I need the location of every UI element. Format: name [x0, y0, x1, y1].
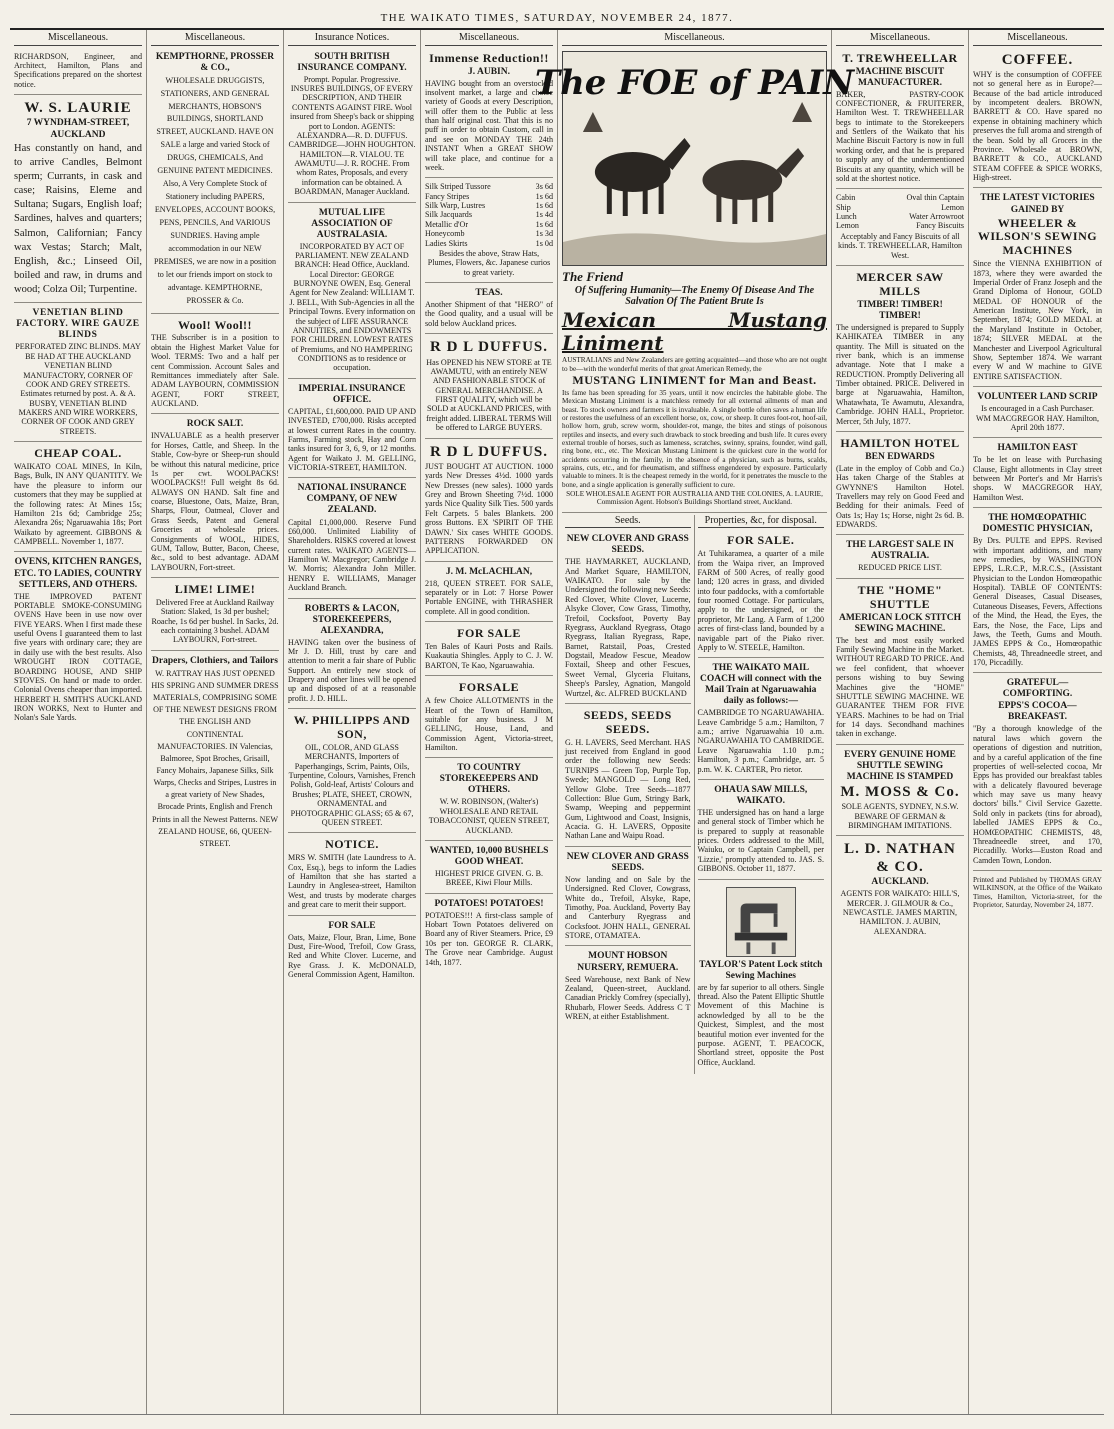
column-heading: Miscellaneous. — [836, 32, 964, 46]
ad-title: W. PHILLIPPS AND SON, — [293, 713, 411, 742]
ad-title: Immense Reduction!! — [429, 50, 549, 65]
seeds-column — [562, 515, 695, 1074]
ad-body: RICHARDSON, Engineer, and Architect, Hamilton, Plans and Specifications prepared on the shortest notice. — [14, 51, 142, 89]
ad-title: TAYLOR'S Patent Lock stitch Sewing Machines — [699, 959, 823, 981]
advertisement — [836, 191, 964, 266]
price-item: Lunch — [836, 212, 857, 222]
price-row — [425, 229, 553, 238]
ad-headline: The FOE of PAIN — [534, 62, 855, 103]
advertisement — [151, 653, 279, 855]
ad-tagline: Of Suffering Humanity—The Enemy Of Disease And The Salvation Of The Patient Brute Is — [574, 284, 815, 308]
ad-subtitle: EPPS'S COCOA—BREAKFAST. — [998, 701, 1077, 723]
ad-body: SOLE AGENTS, SYDNEY, N.S.W. BEWARE OF GERMAN & BIRMINGHAM IMITATIONS. — [841, 802, 959, 830]
ad-title: R D L DUFFUS. — [429, 443, 548, 460]
advertisement — [425, 49, 553, 179]
masthead: THE WAIKATO TIMES, SATURDAY, NOVEMBER 24, 1877. — [10, 8, 1104, 30]
price-value: Lemon — [941, 202, 964, 212]
ad-title: SEEDS, SEEDS SEEDS. — [583, 707, 672, 736]
ad-title: NATIONAL INSURANCE COMPANY, OF NEW ZEALAND. — [297, 483, 407, 516]
price-item: Lemon — [836, 221, 859, 231]
ad-title: MERCER SAW MILLS — [856, 269, 944, 298]
ad-title: TO COUNTRY STOREKEEPERS AND OTHERS. — [439, 763, 539, 796]
ad-body: HIGHEST PRICE GIVEN. G. B. BREEE, Kiwi Flour Mills. — [435, 868, 543, 888]
advertisement — [836, 581, 964, 745]
column-heading: Seeds. — [565, 515, 691, 529]
price-row — [836, 212, 964, 221]
price-value: Oval thin Captain — [906, 193, 964, 203]
ad-subtitle: WHEELER & WILSON'S SEWING MACHINES — [977, 215, 1098, 258]
ad-title: THE HOMŒOPATHIC DOMESTIC PHYSICIAN, — [982, 513, 1093, 535]
ad-subtitle: MACHINE BISCUIT MANUFACTURER. — [855, 66, 945, 88]
ad-body: Delivered Free at Auckland Railway Station: Slaked, 1s 3d per bushel; Roache, 1s 6d per bushel. In Sacks, 2d. each containing 3 bushel. ADAM LAYBOURN, Fort-street. — [151, 597, 279, 645]
ad-title: T. TREWHEELLAR — [842, 50, 958, 65]
price-item: Metallic d'Or — [425, 219, 469, 229]
price-item: Silk Jacquards — [425, 210, 472, 220]
advertisement — [14, 444, 142, 552]
price-item: Honeycomb — [425, 229, 465, 239]
ad-body: Capital £1,000,000. Reserve Fund £60,000. Unlimited Liability of Shareholders. RISKS covered at lowest current rates. WAIKATO AGENTS— Hamilton W. Macgregor; Cambridge J. W. Morris; Alexandra John Miller. HENRY E. WILLIAMS, Manager Auckland Branch. — [288, 517, 416, 593]
ad-title: W. S. LAURIE — [24, 100, 132, 117]
ad-lead: AUSTRALIANS and New Zealanders are getting acquainted—and those who are not ought to be—with the wonderful merits of that great American Remedy, the — [562, 356, 827, 373]
ad-title: GRATEFUL—COMFORTING. — [1002, 678, 1073, 700]
price-item: Ship — [836, 202, 851, 212]
advertisement — [973, 510, 1102, 673]
ad-title: TEAS. — [475, 288, 503, 299]
price-item: Silk Warp, Lustres — [425, 201, 486, 211]
price-value: 1s 6d — [535, 201, 553, 211]
price-row — [425, 220, 553, 229]
ad-title: THE LATEST VICTORIES GAINED BY — [980, 193, 1095, 215]
ad-body: Another Shipment of that "HERO" of the Good quality, and a usual will be sold below Auckland prices. — [425, 300, 553, 328]
column-8 — [969, 30, 1106, 1414]
price-value: 1s 6d — [535, 219, 553, 229]
advertisement — [565, 706, 691, 847]
ad-body: REDUCED PRICE LIST. — [858, 563, 942, 573]
advertisement — [14, 49, 142, 96]
advertisement — [973, 389, 1102, 438]
ad-body: Has OPENED his NEW STORE at TE AWAMUTU, with an entirely NEW AND FASHIONABLE STOCK of GENERAL MERCHANDISE. A FIRST QUALITY, which will be SOLD at AUCKLAND PRICES, with freight added. LIBERAL TERMS Will be offered to LARGE BUYERS. — [426, 357, 552, 433]
ad-title: NEW CLOVER AND GRASS SEEDS. — [566, 851, 689, 873]
price-item: Ladies Skirts — [425, 238, 468, 248]
column-heading: Miscellaneous. — [562, 32, 827, 46]
price-value: 3s 6d — [535, 182, 553, 192]
ad-title: FOR SALE — [328, 920, 376, 931]
advertisement — [425, 678, 553, 758]
price-row — [425, 239, 553, 248]
column-heading: Miscellaneous. — [151, 32, 279, 46]
advertisement — [425, 896, 553, 972]
newspaper-columns — [10, 30, 1104, 1415]
ad-title: R D L DUFFUS. — [429, 339, 548, 356]
price-row — [836, 221, 964, 230]
ad-body: A few Choice ALLOTMENTS in the Heart of the Town of Hamilton, suitable for any business. J M GELLING, House, Land, and Commission Agent, Victoria-street, Hamilton. — [425, 696, 553, 753]
ad-tagline-heading: The Friend — [562, 268, 624, 284]
ad-body: The best and most easily worked Family Sewing Machine in the Market. WITHOUT REGARD TO PRICE. And we feel confident, that whoever persons wishing to buy Sewing Machines give the "HOME" SHUTTLE SEWING MACHINE. WE GUARANTEE THEM FOR FIVE YEARS. Machines to be had on Trial for 14 days. Secondhand machines taken in exchange. — [836, 635, 964, 739]
advertisement — [973, 675, 1102, 871]
ad-product-line: MUSTANG LINIMENT for Man and Beast. — [572, 372, 817, 387]
advertisement — [151, 416, 279, 578]
advertisement — [14, 305, 142, 442]
ad-title: NEW CLOVER AND GRASS SEEDS. — [566, 534, 689, 556]
advertisement — [836, 434, 964, 536]
advertisement — [565, 531, 691, 704]
advertisement — [14, 97, 142, 303]
advertisement — [425, 180, 553, 283]
advertisement — [565, 948, 691, 1026]
advertisement — [425, 624, 553, 676]
price-row — [425, 210, 553, 219]
ad-body: WHOLESALE DRUGGISTS, STATIONERS, AND GENERAL MERCHANTS, HOBSON'S BUILDINGS, SHORTLAND STREET, AUCKLAND. HAVE ON SALE a large and varied Stock of DRUGS, CHEMICALS, And GENUINE PATENT MEDICINES. Also, A Very Complete Stock of Stationery including PAPERS, ENVELOPES, ACCOUNT BOOKS, PENS, PENCILS, And VARIOUS SUNDRIES. Having ample accommodation in our NEW PREMISES, we are now in a position to let our friends import on stock to advantage. KEMPTHORNE, PROSSER & Co. — [153, 75, 277, 305]
ad-body: G. H. LAVERS, Seed Merchant. HAS just received from England in good order the following new Seeds: TURNIPS — Green Top, Purple Top, Swede; MANGOLD — Long Red, Yellow Globe. Tree Seeds—1877 Collection: Blue Gum, Stringy Bark, Swamp, Weeping and peppermint Gum, Lightwood and Coast, Insignis, Acacia. G. H. LAVERS, Opposite Nathan Lane and Waipu Road. — [565, 737, 691, 841]
ad-body: At Tuhikaramea, a quarter of a mile from the Waipa river, an Improved FARM of 500 Acres, of really good land; 120 acres in grass, and divided into four paddocks, with a comfortable four roomed Cottage. For particulars, apply to the undersigned, or the proprietor, Mr Lang. A Farm of 1,200 acres of first-class land, bounded by a navigable part of the Piako river. Apply to W. STEELE, Hamilton. — [697, 549, 824, 652]
ad-subtitle: AMERICAN LOCK STITCH SEWING MACHINE. — [839, 612, 961, 634]
ad-body: THE HAYMARKET, AUCKLAND, And Market Square, HAMILTON, WAIKATO. For sale by the Undersigned the following new Seeds: Red Clover, White Clover, Lucerne, Alsyke Clover, Cow Grass, Timothy, Trefoil, Cocksfoot, Poverty Bay Ryegrass, Auckland Ryegrass, Otago Ryegrass, Italian Ryegrass, Rape, Barnet, Ratstail, Poas, Crested Dogstail, Meadow Fescue, Meadow Foxtail, Sheep and other Fescues, Sweet Vernal, Glyceria Fluitans, Sheep's Parsley, Agnation, Mangold Wurtzel, &c. ALFRED BUCKLAND — [565, 557, 691, 698]
ad-body: 218, QUEEN STREET. FOR SALE, separately or in Lot: 7 Horse Power Portable ENGINE, with THRASHER complete. All in good condition. — [425, 578, 553, 616]
advertisement — [425, 843, 553, 894]
column-heading: Insurance Notices. — [288, 32, 416, 46]
ad-title: MUTUAL LIFE ASSOCIATION OF AUSTRALASIA. — [311, 207, 393, 240]
price-value: 1s 0d — [535, 238, 553, 248]
ad-subtitle: J. AUBIN. — [468, 66, 510, 77]
ad-body: JUST BOUGHT AT AUCTION. 1000 yards New Dresses 4½d. 1000 yards New Dresses (new sales). 1000 yards Grey and Brown Sheeting 7½d. 1000 yards Nice Quality Silk Ties. 500 yards Felt Carpets. 5 bales Blankets. 200 gross Buttons. EX 'SPIRIT OF THE DAWN.' Six cases WHITE GOODS. PATTERNS FORWARDED ON APPLICATION. — [425, 461, 553, 556]
advertisement — [973, 190, 1102, 387]
advertisement — [425, 441, 553, 562]
ad-body: THE Subscriber is in a position to obtain the Highest Market Value for Wool. TERMS: Two and a half per cent Commission. Account Sales and Remittances immediately after Sale. ADAM LAYBOURN, COMMISSION AGENT, FORT STREET, AUCKLAND. — [151, 333, 279, 409]
ad-body: (Late in the employ of Cobb and Co.) Has taken Charge of the Stables at GWYNNE'S Hamilton Hotel. Travellers may rely on Good Feed and Bedding for their animals. Feed of Oats 1s; Hay 1s; Horse, night 2s 6d. B. EDWARDS. — [836, 463, 964, 530]
ad-body: OIL, COLOR, AND GLASS MERCHANTS, Importers of Paperhangings, Scrim, Paints, Oils, Turpentine, Colours, Varnishes, French Polish, Gold-leaf, Artists' Colours and Brushes; PLATE, SHEET, CROWN, ORNAMENTAL and PHOTOGRAPHIC GLASS; 65 & 67, QUEEN STREET. — [288, 742, 416, 827]
ad-title: KEMPTHORNE, PROSSER & CO., — [155, 51, 275, 73]
sewing-machine-illustration — [726, 887, 796, 957]
advertisement — [425, 336, 553, 438]
ad-title: VENETIAN BLIND FACTORY. WIRE GAUZE BLINDS — [16, 308, 140, 341]
advertisement — [973, 49, 1102, 189]
advertisement — [288, 205, 416, 379]
ad-body: By Drs. PULTE and EPPS. Revised with important additions, and many new remedies, by WASHINGTON EPPS, L.R.C.P., M.R.C.S., (Assistant Physician to the London Homœopathic Hospital). TABLE OF CONTENTS: General Diseases, Casual Diseases, Cutaneous Diseases, Fevers, Affections of the Mind, the Head, the Eyes, the Ears, the Nose, the Face, Lips and Jaws, the Teeth, Gums and Mouth. JAMES EPPS & Co., Homœopathic Chemists, 48, Threadneedle street, and 170, Piccadilly. — [973, 536, 1102, 668]
ad-title: POTATOES! POTATOES! — [434, 898, 544, 909]
ad-body: WAIKATO COAL MINES, In Kiln, Bags, Bulk, IN ANY QUANTITY. We have the pleasure to inform our customers that they may be supplied at the following rates: At Mines 15s; Hamilton 21s 6d; Cambridge 25s; Alexandra 26s; Ngaruawahia 18s; Port Waikato by agreement. GIBBONS & CAMPBELL. November 1, 1877. — [14, 462, 142, 547]
ad-title: NOTICE. — [325, 837, 379, 852]
imprint-text: Printed and Published by THOMAS GRAY WILKINSON, at the Office of the Waikato Times, Hamilton, Victoria-street, for the Proprietor, Saturday, November 24, 1877. — [973, 876, 1102, 910]
ad-subtitle: TIMBER! TIMBER! TIMBER! — [857, 299, 943, 321]
price-value: Water Arrowroot — [909, 212, 964, 222]
advertisement — [288, 381, 416, 479]
ad-title: THE WAIKATO MAIL COACH will connect with the Mail Train at Ngaruawahia daily as follows:— — [700, 663, 822, 707]
ad-title: MOUNT HOBSON NURSERY, REMUERA. — [577, 951, 679, 973]
ad-title: ROBERTS & LACON, STOREKEEPERS, ALEXANDRA, — [304, 603, 400, 636]
advertisement — [836, 747, 964, 837]
ad-body: Prompt. Popular. Progressive. INSURES BUILDINGS, OF EVERY DESCRIPTION, AND THEIR CONTENTS AGAINST FIRE. Wool insured from Sheep's back or shipping port to London. AGENTS: ALEXANDRA—R. D. DUFFUS. CAMBRIDGE—JOHN HOUGHTON. HAMILTON—R. VIALOU. TE AWAMUTU—J. R. ROCHE. From whom Rates, Proposals, and every information can be obtained. A BOARDMAN, Manager Auckland. — [288, 74, 416, 197]
price-row — [425, 201, 553, 210]
price-list — [425, 182, 553, 248]
advertisement — [425, 760, 553, 841]
ad-title: THE LARGEST SALE IN AUSTRALIA. — [846, 540, 954, 562]
ad-title: COFFEE. — [1001, 51, 1074, 68]
ad-body: The undersigned is prepared to Supply KAHIKATEA TIMBER in any quantity. The Mill is situated on the river bank, which is an immense advantage. Note that I make a REDUCTION. Promptly Delivering all Timber obtained. PRICE. Delivered in barge at Ngaruawahia, Hamilton, Whatawhata, Te Awamutu, Alexandra, Cambridge. JOHN HALL, Proprietor. Mercer, 5th July, 1877. — [836, 322, 964, 426]
advertisement — [698, 882, 825, 1072]
ad-body: HAVING bought from an overstocked insolvent market, a large and choice variety of Goods at every Description, will offer them to the Public at less than half original cost. That this is no puff in order to obtain Custom, call in and see on MONDAY THE 24th INSTANT When a GREAT SHOW will take place, and continue for a week. — [425, 78, 553, 172]
advertisement — [288, 49, 416, 203]
price-list — [836, 193, 964, 231]
ad-title: FOR SALE. — [727, 533, 795, 548]
ad-subtitle: AUCKLAND. — [871, 877, 929, 888]
advertisement — [698, 660, 825, 780]
price-row — [425, 192, 553, 201]
ad-body: PERFORATED ZINC BLINDS. MAY BE HAD AT THE AUCKLAND VENETIAN BLIND MANUFACTORY, CORNER OF COOK AND GREY STREETS. Estimates returned by post. A. & A. BUSBY, VENETIAN BLIND MAKERS AND WIRE WORKERS, CORNER OF COOK AND GREY STREETS. — [15, 342, 141, 436]
ad-body: Is encouraged in a Cash Purchaser. WM MACGREGOR HAY. Hamilton, April 20th 1877. — [976, 404, 1099, 432]
column-heading: Properties, &c, for disposal. — [698, 515, 825, 529]
column-1 — [10, 30, 147, 1414]
ad-body: Acceptably and Fancy Biscuits of all kinds. T. TREWHEELLAR, Hamilton West. — [837, 231, 963, 260]
advertisement — [425, 285, 553, 334]
column-heading: Miscellaneous. — [973, 32, 1102, 46]
price-value: 1s 6d — [535, 191, 553, 201]
advertisement — [151, 49, 279, 314]
advertisement — [698, 782, 825, 880]
price-value: 1s 3d — [535, 229, 553, 239]
ad-title: IMPERIAL INSURANCE OFFICE. — [298, 383, 406, 405]
ad-title: LIME! LIME! — [174, 582, 256, 597]
advertisement — [836, 838, 964, 941]
ad-agents: SOLE WHOLESALE AGENT FOR AUSTRALIA AND THE COLONIES, A. LAURIE, Commission Agent. Hobson's Buildings Shortland street, Auckland. — [566, 489, 823, 507]
ad-title: OVENS, KITCHEN RANGES, ETC. TO LADIES, COUNTRY SETTLERS, AND OTHERS. — [14, 557, 142, 590]
column-2 — [147, 30, 284, 1414]
price-item: Silk Striped Tussore — [425, 182, 491, 192]
ad-body: HAVING taken over the business of Mr J. D. Hill, trust by care and attention to merit a fair share of Public Support. An entirely new stock of Drapery and other lines will be opened up and disposed of at a reasonable profit. J. D. HILL. — [288, 637, 416, 703]
ad-title: SOUTH BRITISH INSURANCE COMPANY. — [297, 51, 407, 73]
column-7 — [832, 30, 969, 1414]
sewing-machine-icon — [727, 888, 795, 956]
advertisement — [836, 268, 964, 432]
advertisement — [836, 49, 964, 190]
advertisement — [973, 440, 1102, 508]
ad-body: CAPITAL, £1,600,000. PAID UP AND INVESTED, £700,000. Risks accepted at lowest current Rates in the country. Farms, Farming stock, Hay and Corn tanks insured for 3, 6, 9, or 12 months. Agent for Waikato J. M. GELLING, VICTORIA-STREET, HAMILTON. — [288, 406, 416, 473]
ad-body: WHY is the consumption of COFFEE not so general here as in Europe?—Because of the bad article introduced by incompetent dealers. BROWN, BARRETT & CO. Have spared no expense in obtaining machinery which preserves the full aroma and strength of the bean. Sold by all Grocers in the Province. Wholesale at BROWN, BARRETT & CO., AUCKLAND STEAM COFFEE & SPICE WORKS, High-street. — [973, 69, 1102, 183]
ad-body: W. W. ROBINSON, (Walter's) WHOLESALE AND RETAIL TOBACCONIST, QUEEN STREET, AUCKLAND. — [428, 797, 550, 835]
imprint — [973, 873, 1102, 914]
ad-product-name: Mexican Mustang Liniment — [562, 307, 827, 356]
ad-body: are by far superior to all others. Single thread. Also the Patent Elliptic Shuttle Movement of this Machine is acknowledged by all to be the Quickest, Simplest, and the most beautiful motion ever invented for the purpose. AGENT, T. PEACOCK, Shortland street, opposite the Post Office, Auckland. — [697, 982, 824, 1067]
advertisement — [565, 849, 691, 947]
advertisement — [14, 554, 142, 727]
price-row — [836, 193, 964, 202]
ad-title: THE "HOME" SHUTTLE — [857, 582, 943, 611]
ad-subtitle: 7 WYNDHAM-STREET, AUCKLAND — [26, 118, 130, 140]
advertisement — [288, 918, 416, 985]
advertisement — [288, 601, 416, 710]
column-heading: Miscellaneous. — [14, 32, 142, 46]
ad-title: OHAUA SAW MILLS, WAIKATO. — [714, 784, 808, 806]
column-heading: Miscellaneous. — [425, 32, 553, 46]
price-item: Fancy Stripes — [425, 191, 470, 201]
ad-subtitle: BEN EDWARDS — [865, 451, 935, 462]
ad-body: Seed Warehouse, next Bank of New Zealand, Queen-street, Auckland. Canadian Prickly Comfrey (specially), Rhubarb, Flower Seeds. Address C T WREN, at either Establishment. — [565, 974, 691, 1022]
ad-body: Ten Bales of Kauri Posts and Rails. Kuakautia Shingles. Apply to C. J. W. BARTON, Te Kao, Ngaruawahia. — [425, 642, 553, 670]
properties-column — [695, 515, 828, 1074]
ad-body: Since the VIENNA EXHIBITION of 1873, where they were awarded the Imperial Order of Franz Joseph and the Grand Diploma of Honour, GOLD MEDAL OF HONOUR of the American Institute, New York, in September, 1874; GOLD MEDAL at the Maryland Institute in October, 1874; SILVER MEDAL at the Manchester and Liverpool Agricultural Show, September 1874. We warrant every W and W machine to GIVE ENTIRE SATISFACTION. — [973, 259, 1102, 381]
advertisement — [288, 480, 416, 598]
ad-body: W. RATTRAY HAS JUST OPENED HIS SPRING AND SUMMER DRESS MATERIALS, COMPRISING SOME OF THE NEWEST DESIGNS FROM THE ENGLISH AND CONTINENTAL MANUFACTORIES. IN Valencias, Balmoree, Spot Broches, Grisaill, Fancy Mohairs, Japanese Silks, Silk Warps, Checks and Stripes, Lustres in a great variety of New Shades, Brocade Prints, English and French Prints in all the Newest Patterns. NEW ZEALAND HOUSE, 66, QUEEN-STREET. — [151, 668, 279, 848]
column-3 — [284, 30, 421, 1414]
ad-body: THE IMPROVED PATENT PORTABLE SMOKE-CONSUMING OVENS Have been in use now over FIVE YEARS. When I first made these useful Ovens I guaranteed them to last five years with ordinary care; they are in daily use with the best results. Also WROUGHT IRON COTTAGE, BOARDING HOUSE, AND SHIP STOVES. On hand or made to order. Colonial Ovens cheaper than imported. HERBERT H. SMITH'S AUCKLAND IRON WORKS, Next to Hunter and Nolan's Sale Yards. — [14, 591, 142, 723]
ad-body: INVALUABLE as a health preserver for Horses, Cattle, and Sheep. In the Stable, Cow-byre or Sheep-run should be without this natural medicine, price 1s per cwt. WOOLPACKS! WOOLPACKS!! Full weight 8s 6d. ALWAYS ON HAND. Salt fine and coarse, Bluestone, Oats, Maize, Bran, Sharps, Flour, Oatmeal, Clover and Grass Seeds, Patent and General Groceries at wholesale prices. Consignments of WOOL, HIDES, GUM, Tallow, Butter, Bacon, Cheese, &c., sold to best advantage. ADAM LAYBOURN, Fort-street. — [151, 431, 279, 572]
ad-body: Besides the above, Straw Hats, Plumes, Flowers, &c. Japanese curios to great variety. — [427, 248, 551, 277]
ad-subtitle: M. MOSS & Co. — [840, 783, 960, 800]
ad-title: Wool! Wool!! — [177, 317, 253, 332]
split-columns — [562, 515, 827, 1074]
ad-body: BAKER, PASTRY-COOK CONFECTIONER, & FRUITERER, Hamilton West. T. TREWHEELLAR begs to intimate to the Storekeepers and Settlers of the Waikato that his Machine Biscuit Factory is now in full working order, and that he is prepared to supply any of the undermentioned Biscuits at any quantity, which will be sold at the shortest notice. — [836, 89, 964, 183]
ad-title: WANTED, 10,000 BUSHELS GOOD WHEAT. — [429, 845, 549, 867]
price-item: Cabin — [836, 193, 856, 203]
advertisement — [288, 835, 416, 915]
price-value: Fancy Biscuits — [916, 221, 964, 231]
ad-body: THE undersigned has on hand a large and general stock of Timber which he is prepared to supply at reasonable prices. Orders addressed to the Mill, Waiuku, or to Captain Campbell, per 'Lizzie,' promptly attended to. JAS. S. GIBBONS. October 11, 1877. — [697, 807, 824, 874]
advertisement — [151, 580, 279, 651]
ad-body: AGENTS FOR WAIKATO: HILL'S, MERCER. J. GILMOUR & Co., NEWCASTLE. JAMES MARTIN, HAMILTON. J. AUBIN, ALEXANDRA. — [840, 889, 960, 936]
price-value: 1s 4d — [535, 210, 553, 220]
ad-title: VOLUNTEER LAND SCRIP — [977, 392, 1098, 403]
ad-body: MRS W. SMITH (late Laundress to A. Cox, Esq.), begs to inform the Ladies of Hamilton that she has started a Laundry in Anglesea-street, Hamilton West, and trusts by moderate charges and great care to merit their support. — [288, 853, 416, 910]
ad-title: FOR SALE — [457, 626, 521, 641]
advertisement — [288, 711, 416, 833]
ad-title: EVERY GENUINE HOME SHUTTLE SEWING MACHINE IS STAMPED — [844, 749, 956, 782]
advertisement — [836, 537, 964, 578]
ad-body: To be let on lease with Purchasing Clause, Eight allotments in Clay street between Mr Porter's and Mr Harris's shops. W MACGREGOR HAY, Hamilton West. — [973, 455, 1102, 502]
ad-title: HAMILTON EAST — [997, 443, 1078, 454]
ad-body: CAMBRIDGE TO NGARUAWAHIA. Leave Cambridge 5 a.m.; Hamilton, 7 a.m.; arrive Ngaruawahia 10 a.m. NGARUAWAHIA TO CAMBRIDGE. Leave Ngaruawahia 1.10 p.m.; Hamilton, 3 p.m.; Cambridge, arr. 5 p.m. W. K. CARTER, Pro rietor. — [697, 708, 824, 774]
ad-body: Now landing and on Sale by the Undersigned. Red Clover, Cowgrass, White do., Trefoil, Alsyke, Rape, Timothy, Poa. Auckland, Poverty Bay and Canterbury Ryegrass and Cocksfoot. JOHN HALL, GENERAL STORE, OTAMATEA. — [565, 874, 691, 941]
ad-title: J. M. McLACHLAN, — [445, 566, 533, 577]
ad-body: POTATOES!!! A first-class sample of Hobart Town Potatoes delivered on Board any of River Steamers. Price, £9 10s per ton. GEORGE R. CLARK, The Grove near Cambridge. August 14th, 1877. — [425, 910, 553, 967]
ad-title: HAMILTON HOTEL — [840, 435, 960, 450]
price-row — [836, 203, 964, 212]
advertisement — [151, 316, 279, 415]
ad-title: FORSALE — [458, 680, 520, 695]
price-row — [425, 182, 553, 191]
ad-body: Has constantly on hand, and to arrive Candles, Belmont sperm; Currants, in cask and case; Raisins, Eleme and Sultana; Sugars, English loaf; Sardines, halves and quarters; Salmon, Californian; Fancy wax Vestas; Starch; Malt, English, &c.; Linseed Oil, boiled and raw, in drums and wood; Colza Oil; Turpentine. — [14, 142, 142, 296]
ad-body: Its fame has been spreading for 35 years, until it now encircles the habitable globe. The Mexican Mustang Liniment is a matchless remedy for all external ailments of man and beast. To stock owners and farmers it is invaluable. A single bottle often saves a human life or restores the usefulness of an excellent horse, ox, cow, or sheep. It cures foot-rot, hoof-ail, hollow horn, grub, screw worm, shoulder-rot, mange, the bites and stings of poisonous reptiles and insects, and every such drawback to stock breeding and bush life. It cures every external trouble of horses, such as lameness, scratches, swinny, sprains, founder, wind gall, ring bone, etc., etc. The Mexican Mustang Liniment is the quickest cure in the world for accidents occurring in the family, in the absence of a physician, such as burns, scalds, sprains, cuts, etc., and for rheumatism, and stiffness engendered by exposure. Particularly valuable to miners. It is the cheapest remedy in the world, for it penetrates the muscle to the bone, and a single application is generally sufficient to cure. — [562, 388, 827, 489]
ad-body: "By a thorough knowledge of the natural laws which govern the operations of digestion and nutrition, and by a careful application of the fine properties of well-selected cocoa, Mr Epps has provided our breakfast tables with a delicately flavoured beverage which may save us many heavy doctors' bills." Civil Service Gazette. Sold only in packets (tins for abroad), labelled JAMES EPPS & Co., HOMŒOPATHIC CHEMISTS, 48, Threadneedle street, and 170, Piccadilly. Works—Euston Road and Camden Town, London. — [973, 724, 1102, 865]
column-4 — [421, 30, 558, 1414]
ad-title: CHEAP COAL. — [34, 446, 122, 461]
ad-title: Drapers, Clothiers, and Tailors — [152, 655, 278, 666]
ad-body: INCORPORATED BY ACT OF PARLIAMENT. NEW ZEALAND BRANCH: Head Office, Auckland. Local Director: GEORGE BURNOYNE OWEN, Esq. General Agent for New Zealand: WILLIAM T. J. BELL, With Sub-Agencies in all the Principal Towns. Every information on the subject of LIFE ASSURANCE ANNUITIES, and ENDOWMENTS FOR CHILDREN. LOWEST RATES of Premiums, and NO HAMPERING CONDITIONS as to residence or occupation. — [288, 241, 416, 373]
ad-title: L. D. NATHAN & CO. — [844, 841, 956, 875]
ad-title: ROCK SALT. — [186, 419, 244, 430]
advertisement — [425, 564, 553, 623]
ad-body: Oats, Maize, Flour, Bran, Lime, Bone Dust, Fire-Wood, Trefoil, Cow Grass, Red and White Clover. Lucerne, and Rye Grass. J. K. McDONALD, General Commission Agent, Hamilton. — [288, 932, 416, 980]
advertisement — [698, 531, 825, 658]
